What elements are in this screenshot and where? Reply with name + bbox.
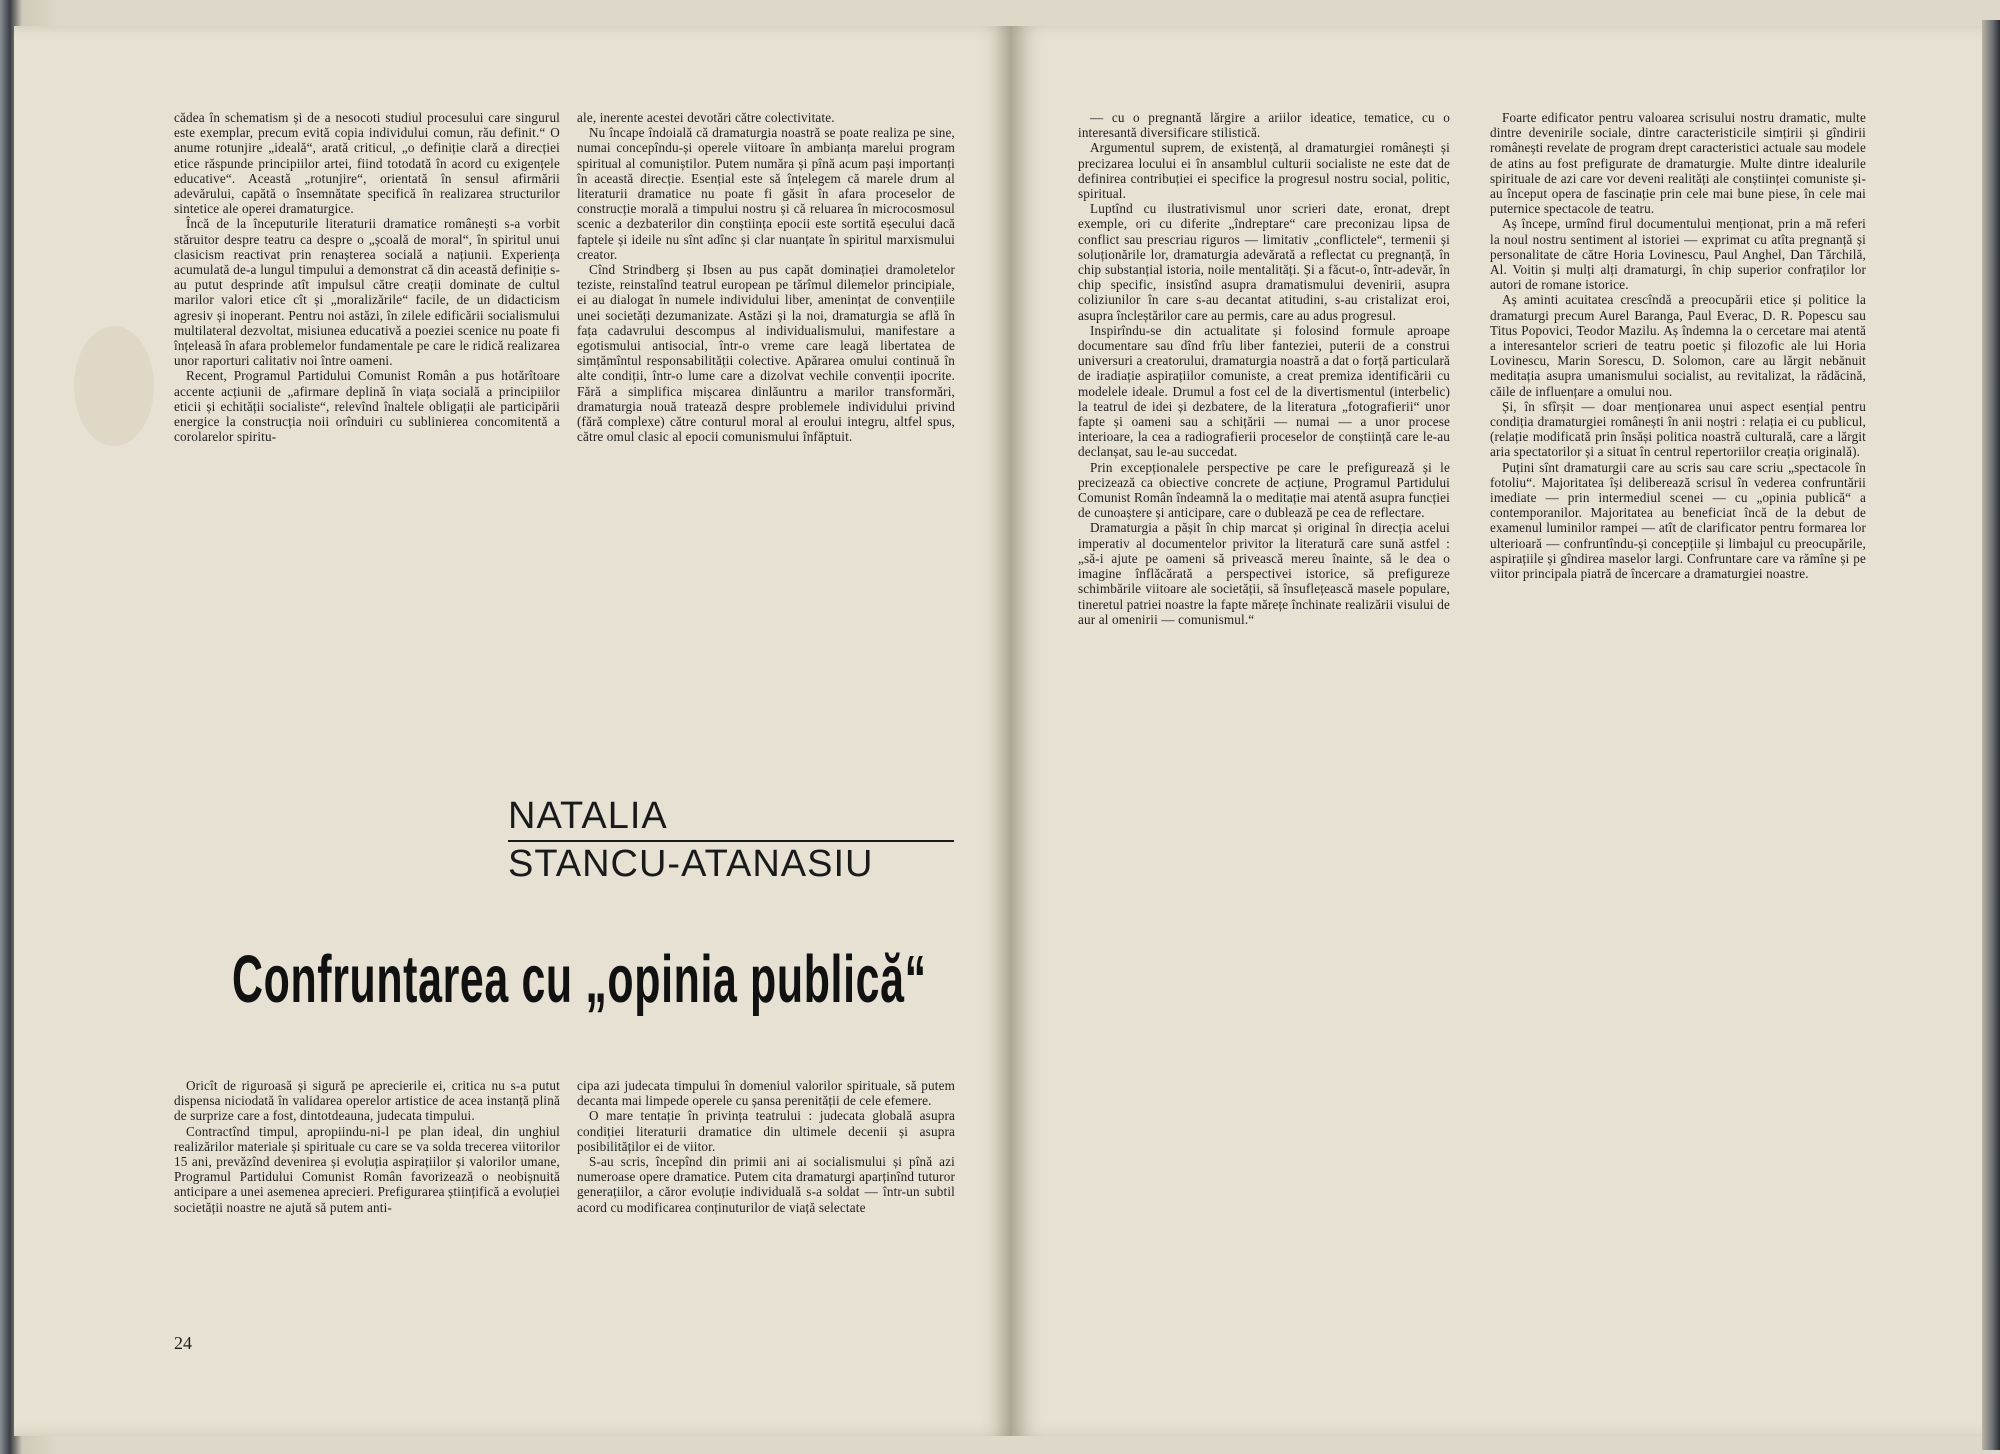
paragraph: Foarte edificator pentru valoarea scrisului nostru dramatic, multe dintre devenirile sociale, dintre caracteristicile simțirii și gîndirii românești revelate de program drept caracteristici actuale sau modele de atins au fost prefigurate de dramaturgie. Multe dintre idealurile spirituale de azi care vor deveni realități ale conștiinței comuniste și-au început opera de fascinație prin cele mai bune piese, în cele mai puternice spectacole de teatru. (1490, 110, 1866, 217)
paragraph: Puțini sînt dramaturgii care au scris sau care scriu „spectacole în fotoliu“. Majoritatea își deliberează scrisul în vederea confruntării imediate — prin intermediul scenei — cu „opinia publică“ a contemporanilor. Majoritatea au beneficiat încă de la debut de examenul luminilor rampei — atît de clarificator pentru formarea lor ulterioară — confruntîndu-și concepțiile și limbajul cu preocupările, aspirațiile și gîndirea maselor largi. Confruntare care va rămîne și pe viitor principala piatră de încercare a dramaturgiei noastre. (1490, 459, 1866, 582)
paragraph: Argumentul suprem, de existență, al dramaturgiei românești și precizarea locului ei în ansamblul culturii socialiste ne este dat de definirea contribuției ei specifice la progresul nostru social, politic, spiritual. (1078, 140, 1450, 202)
paper-stain (74, 326, 154, 446)
article-title: Confruntarea cu „opinia publică“ (232, 942, 927, 1017)
book-edge (1982, 20, 2000, 1450)
paragraph: Și, în sfîrșit — doar menționarea unui aspect esențial pentru condiția dramaturgiei românești în anii noștri : relația ei cu publicul, (relație modificată prin însăși politica noastră culturală, care a lărgit aria spectatorilor și a situat în centrul repertoriilor creația originală). (1490, 398, 1866, 460)
right-column-2 (1490, 110, 1866, 1110)
paragraph: Aș începe, urmînd firul documentului menționat, prin a mă referi la noul nostru sentiment al istoriei — exprimat cu atîta pregnanță și personalitate de către Horia Lovinescu, Paul Anghel, Dan Tărchilă, Al. Voitin și mulți alți dramaturgi, în chip superior confraților lor autori de romane istorice. (1490, 216, 1866, 293)
paragraph: ale, inerente acestei devotări către colectivitate. (577, 110, 835, 125)
left-top-column-2 (577, 110, 955, 720)
left-top-column-1 (174, 110, 560, 720)
paragraph: Luptînd cu ilustrativismul unor scrieri date, eronat, drept exemple, ori cu diferite „îndreptare“ care preconizau lipsa de conflict sau prescriau riguros — limitativ „conflictele“, termenii și soluționările lor, dramaturgia adevărată a reflectat cu pregnanță, în chip substanțial istoria, noile mentalități. Și a făcut-o, într-adevăr, în chip specific, insistînd asupra dramatismului devenirii, asupra coliziunilor în care s-au decantat atitudini, s-au cristalizat eroi, asupra încleștărilor care au permis, care au adus progresul. (1078, 201, 1450, 323)
left-bottom-column-1 (174, 1078, 560, 1358)
right-column-1 (1078, 110, 1450, 1110)
paragraph: S-au scris, începînd din primii ani ai socialismului și pînă azi numeroase opere dramatice. Putem cita dramaturgi aparținînd tuturor generațiilor, a căror evoluție individuală s-a soldat — într-un subtil acord cu modificarea conținuturilor de viață selectate (577, 1154, 955, 1215)
paragraph: O mare tentație în privința teatrului : judecata globală asupra condiției literaturii dramatice din ultimele decenii și asupra posibilităților ei de viitor. (577, 1108, 955, 1154)
paragraph: Oricît de riguroasă și sigură pe aprecierile ei, critica nu s-a putut dispensa niciodată în validarea operelor artistice de acea instanță plină de surprize care a fost, dintotdeauna, judecata timpului. (174, 1078, 560, 1124)
right-page (1012, 26, 1982, 1436)
paragraph: — cu o pregnantă lărgire a ariilor ideatice, tematice, cu o interesantă diversificare stilistică. (1078, 110, 1450, 141)
paragraph: Aș aminti acuitatea crescîndă a preocupării etice și politice la dramaturgi precum Aurel Baranga, Paul Everac, D. R. Popescu sau Titus Popovici, Teodor Mazilu. Aș îndemna la o cercetare mai atentă a interesantelor scrieri de teatru poetic și filozofic ale lui Horia Lovinescu, Marin Sorescu, D. Solomon, care au lărgit nebănuit meditația asupra umanismului socialist, au revitalizat, la rădăcină, căile de influențare a omului nou. (1490, 292, 1866, 399)
paragraph: cădea în schematism și de a nesocoti studiul procesului care singurul este exemplar, precum evită copia individului comun, rău definit.“ O anume rotunjire „ideală“, arată criticul, „o definiție clară a direcției etice răspunde principiilor artei, fiind totodată în acord cu exigențele educative“. Această „rotunjire“, orientată în sensul afirmării adevărului, capătă o însemnătate specifică în realizarea structurilor sintetice ale operei dramaturgice. (174, 110, 560, 217)
left-bottom-column-2 (577, 1078, 955, 1358)
paragraph: Inspirîndu-se din actualitate și folosind formule aproape documentare sau dînd frîu liber fanteziei, puterii de a construi universuri a creatorului, dramaturgia noastră a dat o forță particulară de iradiație aspirațiilor comuniste, a creat premiza identificării cu modelele ideale. Drumul a fost cel de la divertismentul (interbelic) la teatrul de idei și dezbatere, de la literatura „fotografierii“ unor fapte și oameni sau a schițării — numai — a unor procese interioare, la cea a radiografierii proceselor de conștiință care le-au declanșat, sau le-au succedat. (1078, 322, 1450, 460)
left-page (14, 26, 1012, 1436)
article-title-wrap (232, 941, 992, 1061)
page-number: 24 (174, 1333, 192, 1353)
paragraph: Recent, Programul Partidului Comunist Român a pus hotărîtoare accente acțiunii de „afirmare deplină în viața socială a principiilor eticii și echității socialiste“, relevînd înaltele obligații ale participării energice la construcția noii orînduiri cu sublinierea concomitentă a corolarelor spiritu- (174, 368, 560, 445)
author-divider (508, 840, 954, 842)
paragraph: Prin excepționalele perspective pe care le prefigurează și le precizează ca obiective concrete de acțiune, Programul Partidului Comunist Român îndeamnă la o meditație mai atentă asupra funcției de cunoaștere și anticipare, care o dublează pe cea de reflectare. (1078, 459, 1450, 521)
paragraph: Dramaturgia a pășit în chip marcat și original în direcția acelui imperativ al documentelor privitor la literatură care sună astfel : „să-i ajute pe oameni să privească mereu înainte, să le dea o imagine înflăcărată a perspectivei istorice, să prefigureze schimbările viitoare ale societății, să însuflețească masele populare, tineretul patriei noastre la fapte mărețe închinate realizării visului de aur al omenirii — comunismul.“ (1078, 520, 1450, 627)
paragraph: Nu încape îndoială că dramaturgia noastră se poate realiza pe sine, numai concepîndu-și operele viitoare în ambianța marelui program spiritual al comuniștilor. Putem număra și pînă acum pași importanți în această direcție. Esențial este să înțelegem că marele drum al literaturii dramatice nu poate fi găsit în afara proceselor de construcție morală a timpului nostru și că reluarea în microcosmosul scenic a dezbaterilor din conștiința epocii este sortită eșecului dacă faptele și ideile nu sînt adînc și clar nuanțate în spiritul marxismului creator. (577, 125, 955, 262)
author-last-name: STANCU-ATANASIU (508, 843, 874, 885)
author-first-name: NATALIA (508, 795, 668, 837)
paragraph: Încă de la începuturile literaturii dramatice românești s-a vorbit stăruitor despre teatru ca despre o „școală de moral“, în spiritul unui clasicism reactivat prin renașterea socială a națiunii. Experiența acumulată de-a lungul timpului a demonstrat că din această definiție s-au putut desprinde atît impulsul către creații dominate de cultul marilor valori etice cît și „moralizările“ facile, de un didacticism agresiv și inoperant. Pentru noi astăzi, în zilele edificării socialismului multilateral dezvoltat, misiunea educativă a poeziei scenice nu poate fi înțeleasă în afara problemelor fundamentale pe care le ridică realizarea unor raporturi calitativ noi între oameni. (174, 216, 560, 369)
paragraph: Cînd Strindberg și Ibsen au pus capăt dominației dramoletelor teziste, reinstalînd teatrul european pe tărîmul dilemelor principiale, ei au dialogat în numele individului liber, amenințat de convențiile unei societăți dezumanizate. Astăzi și la noi, dramaturgia se află în fața cadavrului descompus al individualismului, manifestare a egotismului antisocial, într-o vreme care leagă libertatea de simțămîntul responsabilității colective. Apărarea omului continuă în alte condiții, într-o lume care a dizolvat vechile convenții ipocrite. Fără a simplifica mișcarea dinlăuntru a marilor transformări, dramaturgia nouă tratează despre problemele individului privind (fără complexe) către conturul moral al eroului integru, altfel spus, către omul clasic al epocii comunismului înfăptuit. (577, 262, 955, 445)
paragraph: cipa azi judecata timpului în domeniul valorilor spirituale, să putem decanta mai limpede operele cu șansa perenității de cele efemere. (577, 1078, 955, 1109)
paragraph: Contractînd timpul, apropiindu-ni-l pe plan ideal, din unghiul realizărilor materiale și spirituale cu care se va solda trecerea viitorilor 15 ani, prevăzînd devenirea și evoluția aspirațiilor și valorilor umane, Programul Partidului Comunist Român favorizează o neobișnuită anticipare a unei asemenea aprecieri. Prefigurarea științifică a evoluției societății noastre ne ajută să putem anti- (174, 1123, 560, 1215)
